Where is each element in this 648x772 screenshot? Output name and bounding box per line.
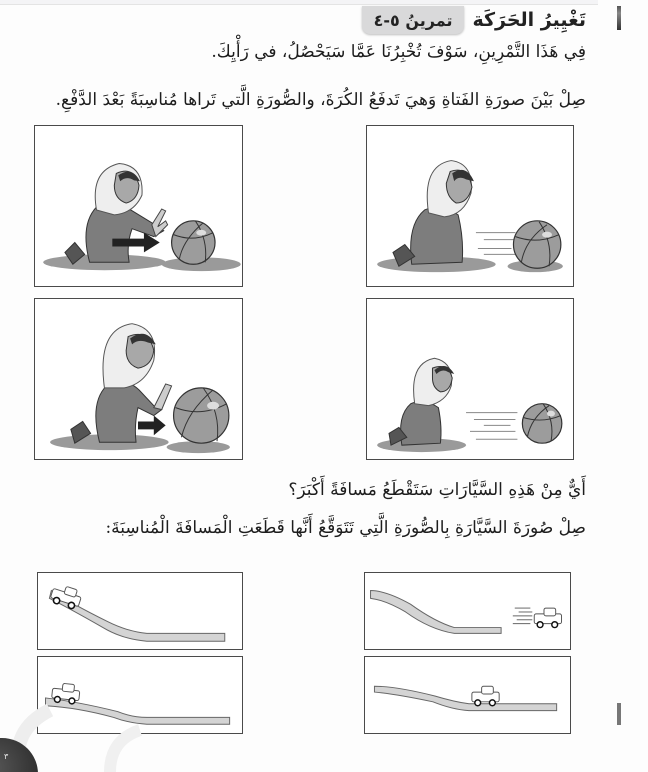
car-icon: [534, 608, 561, 627]
exercise-title: تَغْيِيرُ الحَرَكَة: [472, 9, 586, 31]
picture-girl-push-gentle[interactable]: [34, 298, 243, 460]
girl-push-gentle-illustration: [35, 299, 242, 459]
girl-push-illustration: [35, 126, 242, 286]
picture-car-far-end[interactable]: [364, 572, 571, 650]
page-number: ٣: [4, 752, 9, 761]
car-ramp-far-illustration: [365, 573, 570, 649]
instruction-line-2: صِلْ بَيْنَ صورَةِ الفَتاةِ وَهيَ تَدفَعُ الكُرَةَ، والصُّورَةِ الَّتي تَراها مُناسِبَةً بَعْدَ الدَّفْعِ.: [55, 90, 586, 110]
car-ramp-gentle-illustration: [38, 657, 242, 733]
car-icon: [472, 686, 499, 705]
ball-rolling-illustration: [367, 126, 573, 286]
question-line-2: صِلْ صُورَةَ السَّيَّارَةِ بِالصُّورَةِ الَّتِي تَتَوَقَّعُ أَنَّها قَطَعَتِ الْمَسافَةَ الْمُناسِبَةَ:: [105, 518, 586, 538]
page-edge-marker: [617, 703, 621, 725]
picture-car-steep-top[interactable]: [37, 572, 243, 650]
exercise-header: [362, 5, 586, 35]
picture-car-near-bottom[interactable]: [364, 656, 571, 734]
instruction-line-1: فِي هَذَا التَّمْرِينِ، سَوْفَ تُخْبِرُنَا عَمَّا سَيَحْصُلُ، في رَأْيِكَ.: [211, 42, 586, 62]
car-ramp-steep-illustration: [38, 573, 242, 649]
picture-ball-rolling-near[interactable]: [366, 125, 574, 287]
car-ramp-near-illustration: [365, 657, 570, 733]
exercise-badge: تمرينُ ٥-٤: [362, 6, 465, 34]
picture-ball-rolling-far[interactable]: [366, 298, 574, 460]
question-line-1: أَيٌّ مِنْ هَذِهِ السَّيَّارَاتِ سَتَقْطَعُ مَسافَةً أَكْبَرَ؟: [288, 480, 586, 500]
page-edge-marker: [617, 6, 621, 30]
picture-girl-push-strong[interactable]: [34, 125, 243, 287]
page-number-circle: [0, 738, 38, 772]
ball-rolling-far-illustration: [367, 299, 573, 459]
picture-car-gentle-top[interactable]: [37, 656, 243, 734]
